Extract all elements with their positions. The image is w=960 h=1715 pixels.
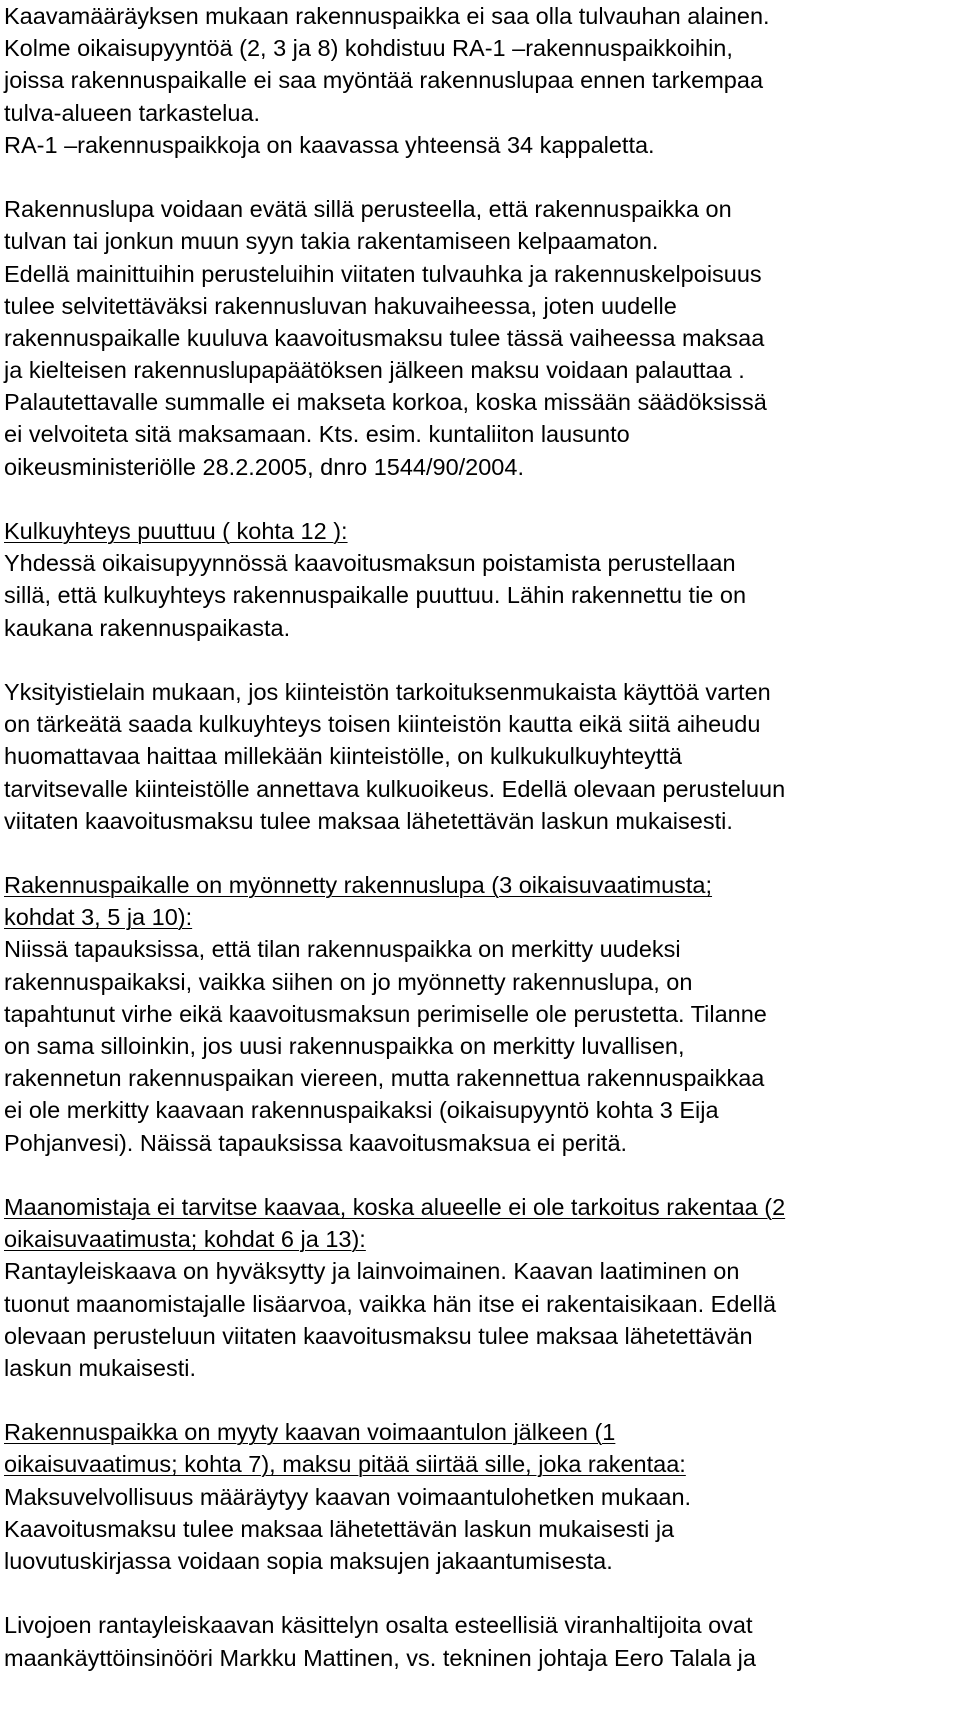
section-heading: Rakennuspaikka on myyty kaavan voimaantulon jälkeen (1 bbox=[4, 1419, 616, 1446]
paragraph bbox=[4, 869, 956, 1159]
text-line: rakennetun rakennuspaikan viereen, mutta rakennettua rakennuspaikkaa bbox=[4, 1065, 765, 1092]
text-line: ja kielteisen rakennuslupapäätöksen jälkeen maksu voidaan palauttaa . bbox=[4, 357, 745, 384]
text-line: rakennuspaikaksi, vaikka siihen on jo myönnetty rakennuslupa, on bbox=[4, 968, 693, 995]
paragraph bbox=[4, 0, 956, 161]
heading-line bbox=[4, 1448, 956, 1480]
text-line: laskun mukaisesti. bbox=[4, 1354, 196, 1381]
text-line: Edellä mainittuihin perusteluihin viitaten tulvauhka ja rakennuskelpoisuus bbox=[4, 260, 762, 287]
paragraph bbox=[4, 1416, 956, 1577]
paragraph-gap bbox=[4, 644, 956, 676]
paragraph-gap bbox=[4, 161, 956, 193]
heading-line bbox=[4, 1416, 956, 1448]
text-line: olevaan perusteluun viitaten kaavoitusmaksu tulee maksaa lähetettävän bbox=[4, 1322, 753, 1349]
text-line: ei ole merkitty kaavaan rakennuspaikaksi (oikaisupyyntö kohta 3 Eija bbox=[4, 1097, 719, 1124]
text-line: Rakennuslupa voidaan evätä sillä perusteella, että rakennuspaikka on bbox=[4, 196, 732, 223]
text-line: on sama silloinkin, jos uusi rakennuspaikka on merkitty luvallisen, bbox=[4, 1033, 685, 1059]
text-line: Livojoen rantayleiskaavan käsittelyn osalta esteellisiä viranhaltijoita ovat bbox=[4, 1612, 753, 1639]
text-line: luovutuskirjassa voidaan sopia maksujen jakaantumisesta. bbox=[4, 1548, 613, 1574]
text-line: tulvan tai jonkun muun syyn takia rakentamiseen kelpaamaton. bbox=[4, 228, 659, 255]
text-line: tarvitsevalle kiinteistölle annettava kulkuoikeus. Edellä olevaan perusteluun bbox=[4, 775, 786, 802]
section-heading: Maanomistaja ei tarvitse kaavaa, koska alueelle ei ole tarkoitus rakentaa (2 bbox=[4, 1193, 786, 1220]
text-line: maankäyttöinsinööri Markku Mattinen, vs. tekninen johtaja Eero Talala ja bbox=[4, 1644, 756, 1671]
section-heading: Rakennuspaikalle on myönnetty rakennuslupa (3 oikaisuvaatimusta; bbox=[4, 872, 713, 899]
document-page bbox=[4, 0, 956, 1674]
paragraph bbox=[4, 1191, 956, 1384]
text-line: Niissä tapauksissa, että tilan rakennuspaikka on merkitty uudeksi bbox=[4, 936, 681, 963]
heading-line bbox=[4, 1223, 956, 1255]
text-line: viitaten kaavoitusmaksu tulee maksaa lähetettävän laskun mukaisesti. bbox=[4, 807, 733, 834]
section-heading: oikaisuvaatimus; kohta 7), maksu pitää siirtää sille, joka rakentaa: bbox=[4, 1451, 686, 1478]
text-line: tulva-alueen tarkastelua. bbox=[4, 99, 261, 126]
heading-line bbox=[4, 869, 956, 901]
paragraph-gap bbox=[4, 1577, 956, 1609]
text-line: on tärkeätä saada kulkuyhteys toisen kiinteistön kautta eikä siitä aiheudu bbox=[4, 711, 761, 738]
text-line: oikeusministeriölle 28.2.2005, dnro 1544/90/2004. bbox=[4, 453, 524, 480]
text-line: Yksityistielain mukaan, jos kiinteistön tarkoituksenmukaista käyttöä varten bbox=[4, 678, 771, 705]
text-line: Yhdessä oikaisupyynnössä kaavoitusmaksun poistamista perustellaan bbox=[4, 550, 736, 577]
text-line: Kaavoitusmaksu tulee maksaa lähetettävän laskun mukaisesti ja bbox=[4, 1515, 675, 1542]
text-line: rakennuspaikalle kuuluva kaavoitusmaksu tulee tässä vaiheessa maksaa bbox=[4, 324, 765, 351]
text-line: tuonut maanomistajalle lisäarvoa, vaikka hän itse ei rakentaisikaan. Edellä bbox=[4, 1290, 777, 1317]
text-line: tulee selvitettäväksi rakennusluvan hakuvaiheessa, joten uudelle bbox=[4, 292, 677, 319]
text-line: sillä, että kulkuyhteys rakennuspaikalle puuttuu. Lähin rakennettu tie on bbox=[4, 582, 747, 609]
heading-line bbox=[4, 901, 956, 933]
paragraph-gap bbox=[4, 1384, 956, 1416]
paragraph-gap bbox=[4, 483, 956, 515]
text-line: ei velvoiteta sitä maksamaan. Kts. esim. kuntaliiton lausunto bbox=[4, 421, 630, 448]
text-line: Kolme oikaisupyyntöä (2, 3 ja 8) kohdistuu RA-1 –rakennuspaikkoihin, bbox=[4, 35, 733, 62]
paragraph bbox=[4, 676, 956, 837]
text-line: tapahtunut virhe eikä kaavoitusmaksun perimiselle ole perustetta. Tilanne bbox=[4, 1000, 767, 1027]
text-line: joissa rakennuspaikalle ei saa myöntää rakennuslupaa ennen tarkempaa bbox=[4, 67, 764, 94]
heading-line bbox=[4, 515, 956, 547]
paragraph-gap bbox=[4, 1159, 956, 1191]
heading-line bbox=[4, 1191, 956, 1223]
text-line: Maksuvelvollisuus määräytyy kaavan voimaantulohetken mukaan. bbox=[4, 1483, 692, 1510]
text-line: Kaavamääräyksen mukaan rakennuspaikka ei saa olla tulvauhan alainen. bbox=[4, 3, 770, 29]
paragraph bbox=[4, 515, 956, 644]
text-line: huomattavaa haittaa millekään kiinteistölle, on kulkukulkuyhteyttä bbox=[4, 743, 682, 770]
paragraph bbox=[4, 1609, 956, 1673]
text-line: Pohjanvesi). Näissä tapauksissa kaavoitusmaksua ei peritä. bbox=[4, 1129, 628, 1156]
paragraph bbox=[4, 193, 956, 483]
text-line: kaukana rakennuspaikasta. bbox=[4, 614, 291, 641]
section-heading: kohdat 3, 5 ja 10): bbox=[4, 904, 193, 931]
paragraph-gap bbox=[4, 837, 956, 869]
text-line: Rantayleiskaava on hyväksytty ja lainvoimainen. Kaavan laatiminen on bbox=[4, 1258, 740, 1285]
section-heading: Kulkuyhteys puuttuu ( kohta 12 ): bbox=[4, 518, 348, 544]
section-heading: oikaisuvaatimusta; kohdat 6 ja 13): bbox=[4, 1226, 366, 1253]
text-line: RA-1 –rakennuspaikkoja on kaavassa yhteensä 34 kappaletta. bbox=[4, 131, 655, 158]
text-line: Palautettavalle summalle ei makseta korkoa, koska missään säädöksissä bbox=[4, 389, 767, 416]
